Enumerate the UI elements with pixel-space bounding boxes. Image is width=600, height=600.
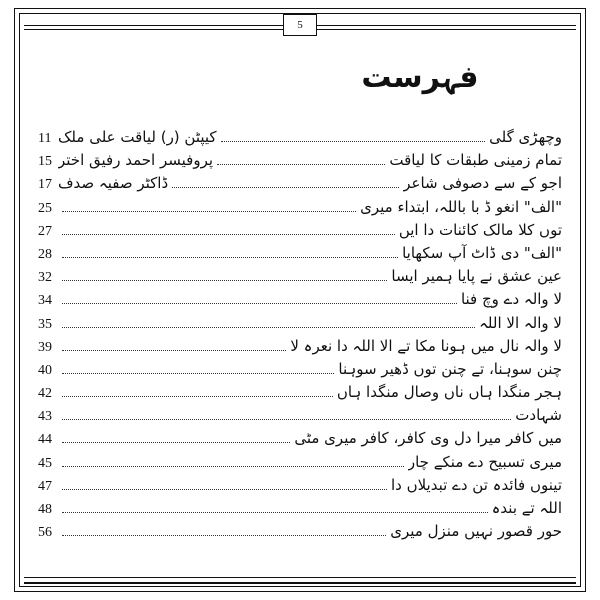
toc-entry-page: 11 — [38, 131, 52, 146]
toc-leader — [62, 396, 333, 397]
list-item[interactable] — [38, 453, 562, 476]
toc-leader — [62, 257, 398, 258]
list-item[interactable] — [38, 337, 562, 360]
list-item[interactable] — [38, 174, 562, 197]
toc-entry-title: "الف" انغو ڈ با باللہ، ابتداء میری — [360, 197, 562, 216]
page-number: 5 — [283, 14, 317, 36]
toc-leader — [62, 512, 488, 513]
toc-entry-page: 15 — [38, 154, 52, 170]
toc-leader — [62, 234, 395, 235]
toc-leader — [62, 327, 475, 328]
toc-leader — [62, 489, 387, 490]
toc-entry-title: شہادت — [515, 406, 562, 425]
toc-leader — [62, 535, 386, 536]
toc-entry-page: 32 — [38, 270, 52, 286]
toc-entry-page: 35 — [38, 316, 52, 332]
toc-entry-title: لا والہ دے وچ فنا — [460, 290, 562, 309]
toc-entry-title: حور قصور نہیں منزل میری — [390, 522, 562, 541]
toc-entry-title: لا والہ الا اللہ — [479, 313, 562, 332]
toc-entry-title: عین عشق نے پایا ہمیر ایسا — [391, 267, 562, 286]
toc-entry-page: 25 — [38, 200, 52, 216]
list-item[interactable] — [38, 221, 562, 244]
toc-leader — [62, 280, 387, 281]
list-item[interactable] — [38, 383, 562, 406]
toc-entry-title: "الف" دی ڈاٹ آپ سکھایا — [402, 243, 562, 262]
toc-entry-page: 27 — [38, 223, 52, 239]
toc-leader — [217, 164, 385, 165]
list-item[interactable] — [38, 476, 562, 499]
toc-entry-page: 39 — [38, 339, 52, 355]
list-item[interactable] — [38, 151, 562, 174]
list-item[interactable] — [38, 522, 562, 545]
list-item[interactable] — [38, 360, 562, 383]
toc-entry-page: 34 — [38, 293, 52, 309]
list-item[interactable] — [38, 314, 562, 337]
table-of-contents — [38, 128, 562, 560]
list-item[interactable] — [38, 290, 562, 313]
toc-entry-page: 40 — [38, 362, 52, 378]
toc-entry-title: تمام زمینی طبقات کا لیاقت — [389, 151, 562, 170]
list-item[interactable] — [38, 499, 562, 522]
toc-leader — [172, 187, 399, 188]
toc-leader — [62, 466, 404, 467]
page-header — [24, 14, 576, 36]
toc-entry-title: اجو کے سے دصوفی شاعر — [403, 174, 562, 193]
toc-entry-title: چنن سوہنا، تے چنن توں ڈھیر سوہنا — [338, 359, 562, 378]
toc-entry-title: ہجر منگدا ہاں ناں وصال منگدا ہاں — [336, 383, 562, 402]
page-title: فہرست — [361, 60, 479, 95]
toc-leader — [62, 303, 457, 304]
toc-leader — [62, 373, 334, 374]
toc-entry-author: کیپٹن (ر) لیاقت علی ملک — [58, 128, 217, 146]
toc-entry-page: 43 — [38, 409, 52, 425]
toc-leader — [221, 141, 486, 142]
toc-entry-title: لا والہ نال میں ہونا مکا تے الا اللہ دا نعرہ لا — [290, 336, 562, 355]
list-item[interactable] — [38, 198, 562, 221]
list-item[interactable] — [38, 128, 562, 151]
toc-entry-page: 28 — [38, 246, 52, 262]
toc-entry-title: وچھڑی گلی — [489, 128, 562, 146]
toc-entry-page: 48 — [38, 502, 52, 517]
toc-entry-page: 44 — [38, 432, 52, 448]
toc-entry-title: اللہ تے بندہ — [491, 499, 562, 517]
toc-entry-title: توں کلا مالک کائنات دا ایں — [398, 220, 562, 239]
toc-leader — [62, 442, 290, 443]
footer-rule — [24, 577, 576, 584]
toc-leader — [62, 419, 511, 420]
toc-entry-page: 42 — [38, 386, 52, 402]
list-item[interactable] — [38, 429, 562, 452]
toc-entry-page: 45 — [38, 455, 52, 471]
toc-entry-title: میں کافر میرا دل وی کافر، کافر میری مٹی — [294, 429, 562, 448]
toc-leader — [62, 350, 286, 351]
toc-leader — [62, 211, 356, 212]
toc-entry-page: 56 — [38, 525, 52, 541]
list-item[interactable] — [38, 267, 562, 290]
list-item[interactable] — [38, 406, 562, 429]
toc-entry-title: میری تسبیح دے منکے چار — [407, 452, 562, 471]
toc-entry-author: پروفیسر احمد رفیق اختر — [58, 151, 214, 170]
toc-entry-page: 47 — [38, 478, 52, 494]
toc-entry-page: 17 — [38, 177, 52, 193]
list-item[interactable] — [38, 244, 562, 267]
toc-entry-title: تینوں فائدہ تن دے تبدیلاں دا — [390, 475, 562, 494]
toc-entry-author: ڈاکٹر صفیہ صدف — [58, 174, 169, 193]
page-footer — [24, 577, 576, 582]
